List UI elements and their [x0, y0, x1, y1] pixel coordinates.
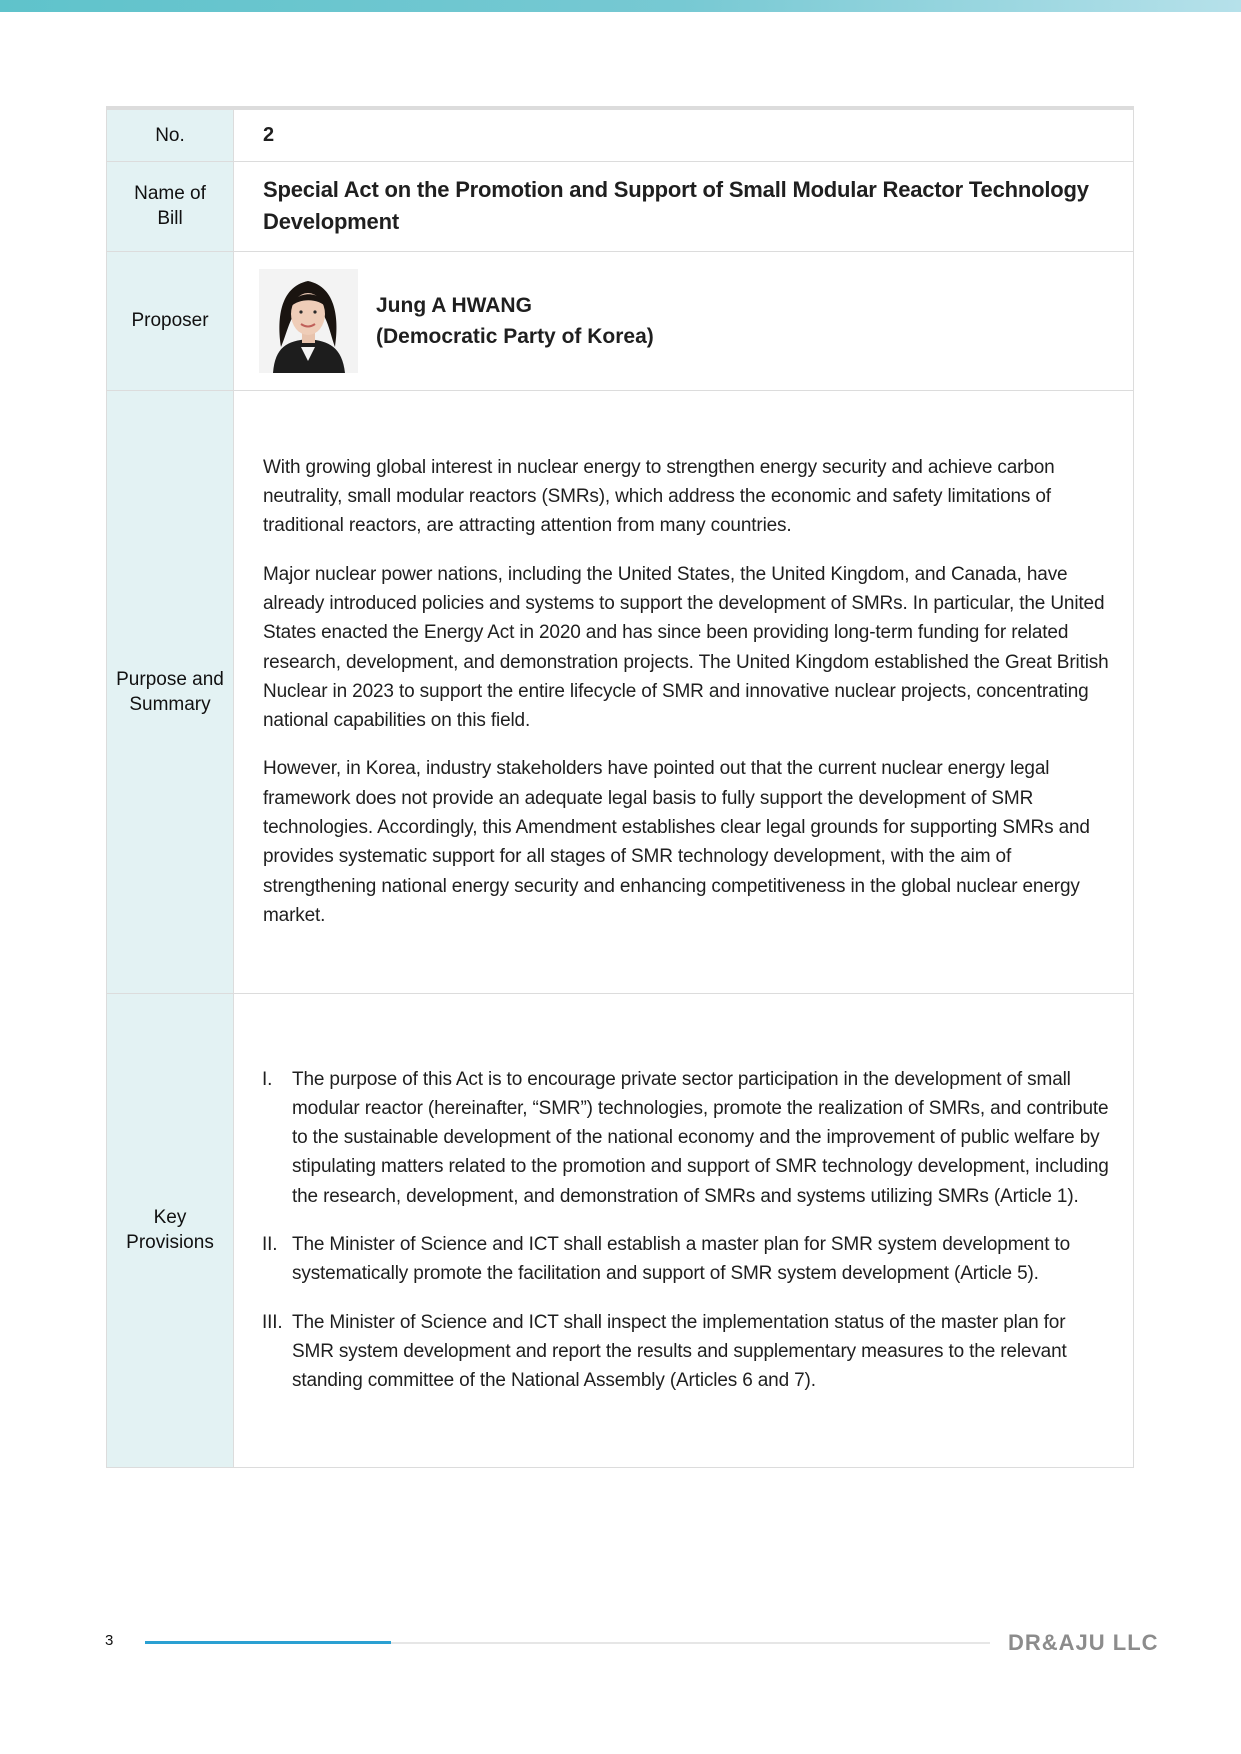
bill-number-value: 2: [263, 123, 275, 146]
provision-number: III.: [262, 1311, 283, 1333]
summary-paragraph: However, in Korea, industry stakeholders have pointed out that the current nuclear energy legal framework does not provide an adequate legal basis to fully support the development of SMR technologies. Accordingly, this Amendment establishes clear legal grounds for supporting SMRs and provides systematic support for all stages of SMR technology development, with the aim of strengthening national energy security and enhancing competitiveness in the global nuclear energy market.: [263, 758, 1090, 926]
row-bill-name: [107, 161, 1134, 251]
proposer-party: (Democratic Party of Korea): [376, 324, 654, 348]
summary-paragraph: With growing global interest in nuclear energy to strengthen energy security and achieve carbon neutrality, small modular reactors (SMRs), which address the economic and safety limitations of traditional reactors, are attracting attention from many countries.: [263, 456, 1055, 537]
row-purpose-summary: [107, 390, 1134, 993]
label-name-of-bill: [107, 161, 234, 251]
proposer-block: [259, 269, 1109, 373]
provision-item: [263, 1308, 1109, 1396]
bill-number: [234, 108, 1134, 161]
provision-text: The Minister of Science and ICT shall establish a master plan for SMR system development to systematically promote the facilitation and support of SMR system development (Article 5).: [292, 1234, 1071, 1285]
label-key-provisions: [107, 993, 234, 1467]
proposer-cell: [234, 251, 1134, 390]
page-number: 3: [105, 1632, 114, 1649]
row-number: [107, 108, 1134, 161]
bill-name: Special Act on the Promotion and Support of Small Modular Reactor Technology Development: [263, 177, 1089, 234]
top-accent-bar: [0, 0, 1241, 12]
label-purpose-summary: [107, 390, 234, 993]
label-no: No.: [107, 108, 234, 161]
label-key-provisions-text: Key Provisions: [126, 1207, 214, 1253]
provisions-cell: [234, 993, 1134, 1467]
provisions-list: [263, 1065, 1109, 1396]
bill-info-table: [106, 106, 1134, 1468]
label-purpose-summary-text: Purpose and Summary: [116, 668, 224, 715]
label-name-of-bill-text: Name of Bill: [134, 183, 206, 229]
summary-paragraph: Major nuclear power nations, including the United States, the United Kingdom, and Canada, have already introduced policies and systems to support the development of SMRs. In particular, the United States enacted the Energy Act in 2020 and has since been providing long-term funding for related research, development, and demonstration projects. The United Kingdom established the Great British Nuclear in 2023 to support the entire lifecycle of SMR and innovative nuclear projects, concentrating national capabilities on this field.: [263, 563, 1109, 732]
bill-name-cell: [234, 161, 1134, 251]
row-proposer: [107, 251, 1134, 390]
row-key-provisions: [107, 993, 1134, 1467]
label-proposer: Proposer: [107, 251, 234, 390]
provision-item: [263, 1065, 1109, 1211]
summary-cell: [234, 390, 1134, 993]
proposer-name: Jung A HWANG: [376, 293, 532, 317]
provision-item: [263, 1230, 1109, 1289]
proposer-text: [376, 290, 654, 352]
brand-logo: DR&AJU LLC: [1008, 1630, 1159, 1655]
provision-number: II.: [262, 1234, 278, 1255]
provision-text: The Minister of Science and ICT shall inspect the implementation status of the master plan for SMR system development and report the results and supplementary measures to the relevant standing committee of the National Assembly (Articles 6 and 7).: [292, 1311, 1067, 1392]
provision-number: I.: [262, 1068, 273, 1090]
provision-text: The purpose of this Act is to encourage private sector participation in the development of small modular reactor (hereinafter, “SMR”) technologies, promote the realization of SMRs, and contribute to the sustainable development of the national economy and the improvement of public welfare by stipulating matters related to the promotion and support of SMR technology development, including the research, development, and demonstration of SMRs and systems utilizing SMRs (Article 1).: [292, 1068, 1109, 1207]
progress-fill: [145, 1641, 391, 1644]
proposer-photo: [259, 269, 358, 373]
